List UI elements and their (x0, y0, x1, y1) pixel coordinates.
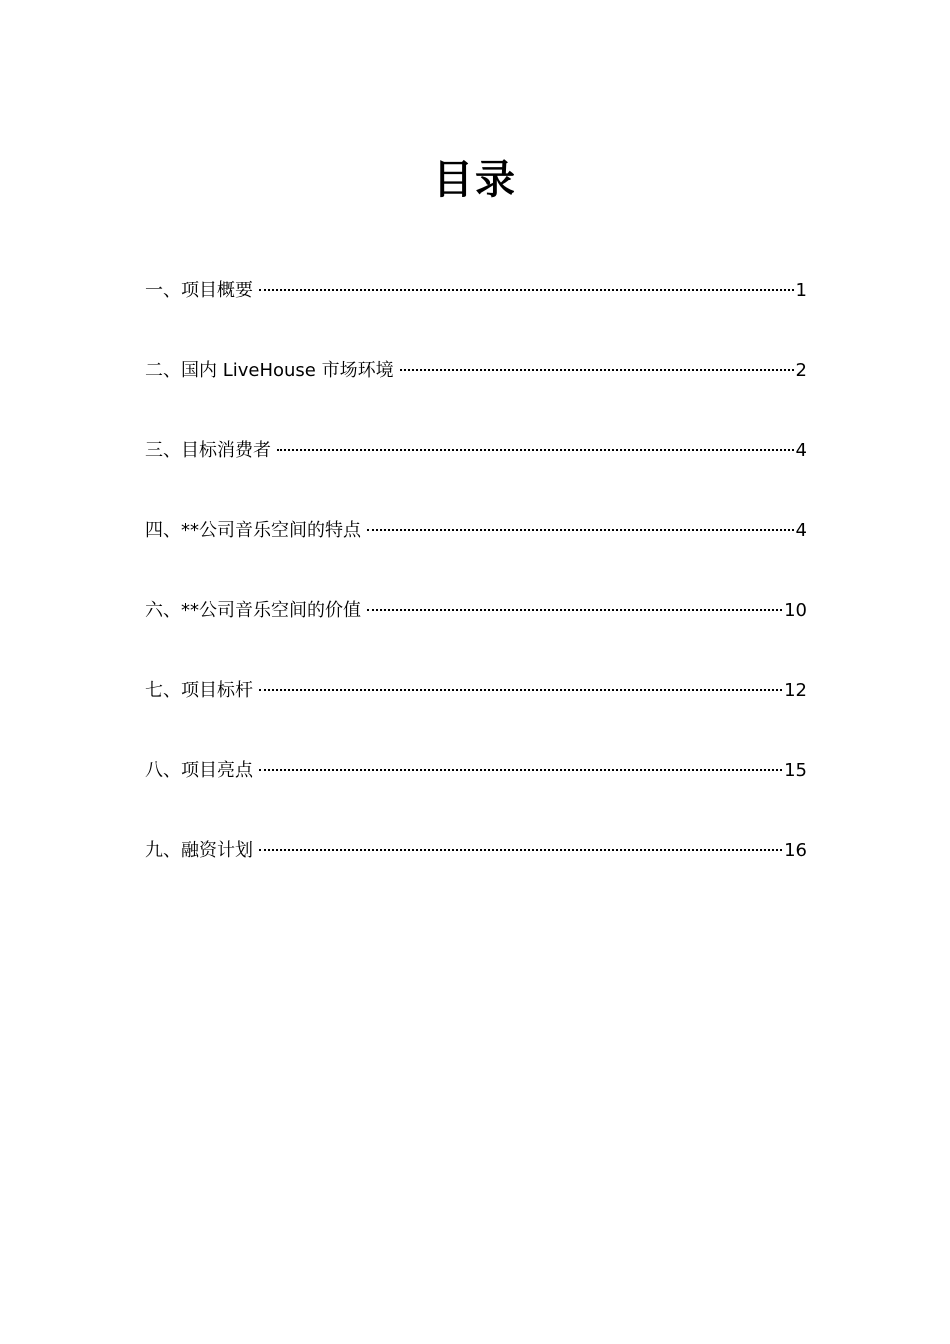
toc-entry-label: 六、**公司音乐空间的价值 (145, 600, 361, 621)
toc-dot-leader (259, 849, 782, 851)
toc-dot-leader (400, 369, 794, 371)
toc-entry-7[interactable] (145, 756, 807, 836)
toc-page-number: 4 (795, 440, 807, 461)
toc-dot-leader (367, 529, 794, 531)
toc-page-number: 4 (795, 520, 807, 541)
toc-page-number: 2 (795, 360, 807, 381)
toc-dot-leader (259, 689, 782, 691)
toc-entry-label: 三、目标消费者 (145, 440, 271, 461)
toc-entry-label: 四、**公司音乐空间的特点 (145, 520, 361, 541)
toc-dot-leader (259, 769, 782, 771)
toc-page-number: 15 (784, 760, 807, 781)
toc-dot-leader (277, 449, 794, 451)
toc-entry-label: 一、项目概要 (145, 280, 253, 301)
toc-page-number: 10 (784, 600, 807, 621)
toc-entry-3[interactable] (145, 436, 807, 516)
toc-entry-label: 二、国内 LiveHouse 市场环境 (145, 360, 394, 381)
toc-dot-leader (367, 609, 782, 611)
toc-entry-6[interactable] (145, 676, 807, 756)
toc-page-number: 16 (784, 840, 807, 861)
toc-entry-4[interactable] (145, 516, 807, 596)
toc-entry-8[interactable] (145, 836, 807, 916)
table-of-contents (145, 276, 807, 916)
toc-page-number: 12 (784, 680, 807, 701)
toc-entry-label: 九、融资计划 (145, 840, 253, 861)
toc-entry-label: 八、项目亮点 (145, 760, 253, 781)
toc-entry-2[interactable] (145, 356, 807, 436)
toc-page-number: 1 (795, 280, 807, 301)
page-title: 目录 (433, 157, 517, 203)
toc-entry-1[interactable] (145, 276, 807, 356)
toc-dot-leader (259, 289, 794, 291)
toc-entry-5[interactable] (145, 596, 807, 676)
toc-entry-label: 七、项目标杆 (145, 680, 253, 701)
